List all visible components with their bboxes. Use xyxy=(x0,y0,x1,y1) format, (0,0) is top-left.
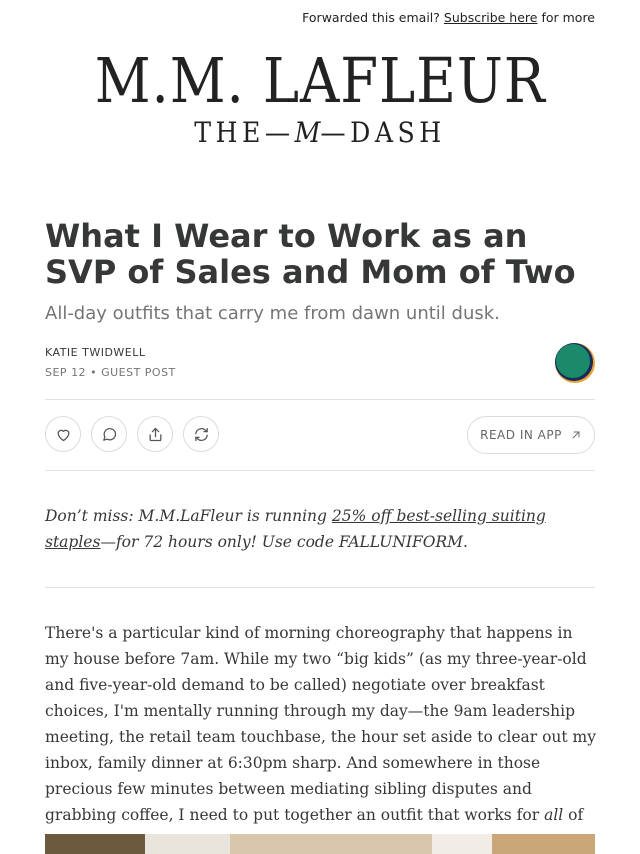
promo-lead: Don’t miss: M.M.LaFleur is running xyxy=(45,507,332,525)
avatar-inner-fill xyxy=(556,344,590,378)
read-in-app-label: READ IN APP xyxy=(480,428,562,442)
image-strip-frame xyxy=(45,834,145,854)
share-button[interactable] xyxy=(137,416,173,452)
comment-icon xyxy=(101,426,118,443)
forward-notice xyxy=(302,10,595,25)
divider xyxy=(45,470,595,471)
meta-separator: • xyxy=(90,366,98,379)
logo-sub-mid: M xyxy=(294,116,321,149)
image-strip-shelf xyxy=(230,834,432,854)
divider xyxy=(45,587,595,588)
article-image[interactable] xyxy=(45,834,595,854)
read-in-app-button[interactable] xyxy=(467,416,595,454)
post-meta xyxy=(45,366,176,379)
logo-sub-left: THE— xyxy=(194,116,295,149)
body-text-before: There's a particular kind of morning choreography that happens in my house before 7am. While my two “big kids” (as my three-year-old and five-year-old demand to be called) negotiate over breakfast choices, I'm mentally running through my day—the 9am leadership meeting, the retail team touchbase, the hour set aside to clear out my inbox, family dinner at 6:30pm sharp. And somewhere in those precious few minutes between mediating sibling disputes and grabbing coffee, I need to put together an outfit that works for xyxy=(45,624,597,824)
comment-button[interactable] xyxy=(91,416,127,452)
logo-subtitle xyxy=(32,116,608,149)
author-avatar[interactable] xyxy=(555,343,595,383)
heart-icon xyxy=(55,426,72,443)
logo-brand: M.M. LAFLEUR xyxy=(94,44,546,117)
arrow-up-right-icon xyxy=(570,429,582,441)
body-text-after: of xyxy=(568,806,584,824)
post-title[interactable]: What I Wear to Work as an SVP of Sales and Mom of Two xyxy=(45,217,576,291)
subscribe-link[interactable]: Subscribe here xyxy=(443,10,538,25)
restack-icon xyxy=(193,426,210,443)
newsletter-logo[interactable] xyxy=(0,44,640,149)
author-name[interactable]: KATIE TWIDWELL xyxy=(45,346,146,359)
body-paragraph xyxy=(45,620,597,854)
post-subtitle: All-day outfits that carry me from dawn until dusk. xyxy=(45,303,500,324)
body-emphasis: all xyxy=(544,806,564,824)
like-button[interactable] xyxy=(45,416,81,452)
image-strip-wall xyxy=(145,834,230,854)
post-tag: GUEST POST xyxy=(101,366,176,379)
promo-callout xyxy=(45,503,595,555)
promo-link[interactable]: 25% off best-selling suiting staples xyxy=(45,507,546,551)
post-date: SEP 12 xyxy=(45,366,87,379)
divider xyxy=(45,399,595,400)
forward-prefix: Forwarded this email? xyxy=(302,10,440,25)
image-strip-wood xyxy=(492,834,595,854)
share-icon xyxy=(147,426,164,443)
forward-suffix: for more xyxy=(541,10,595,25)
promo-tail: —for 72 hours only! Use code FALLUNIFORM. xyxy=(100,533,468,551)
logo-sub-right: —DASH xyxy=(320,116,446,149)
image-strip-light xyxy=(432,834,492,854)
restack-button[interactable] xyxy=(183,416,219,452)
